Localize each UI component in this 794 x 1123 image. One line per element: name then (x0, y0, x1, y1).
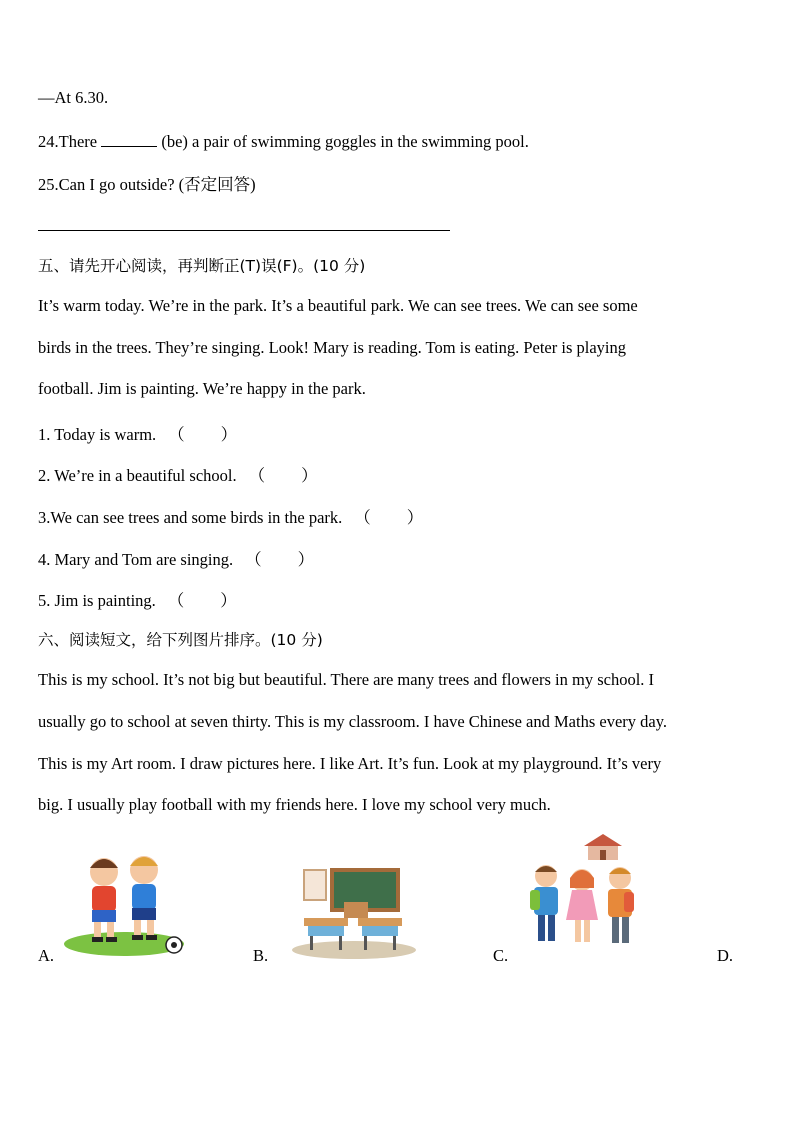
option-label-a: A. (38, 946, 55, 965)
judge-item (38, 587, 237, 611)
judge-item-text: 1. Today is warm. (38, 425, 157, 444)
judge-item-text: 3.We can see trees and some birds in the park. (38, 508, 343, 527)
answer-line[interactable] (38, 230, 450, 231)
question-25 (38, 171, 256, 195)
option-label-b: B. (253, 946, 269, 965)
question-text-after: (be) a pair of swimming goggles in the swimming pool. (161, 132, 529, 151)
question-text: Can I go outside? (否定回答) (58, 175, 256, 194)
question-number: 25. (38, 175, 59, 194)
classroom-picture (290, 866, 418, 960)
section5-passage-line: It’s warm today. We’re in the park. It’s a beautiful park. We can see trees. We can see some (38, 296, 638, 315)
section6-heading: 六、阅读短文，给下列图片排序。(10 分) (38, 631, 323, 649)
judge-item (38, 462, 318, 486)
section6-passage-line: This is my Art room. I draw pictures here. I like Art. It’s fun. Look at my playground. It’s very (38, 754, 662, 773)
question-number: 24. (38, 132, 59, 151)
judge-item-text: 5. Jim is painting. (38, 591, 156, 610)
section5-passage-line: birds in the trees. They’re singing. Look! Mary is reading. Tom is eating. Peter is playing (38, 338, 626, 357)
answer-parentheses[interactable]: （ ） (168, 425, 238, 444)
judge-item-text: 2. We’re in a beautiful school. (38, 466, 237, 485)
section5-heading: 五、请先开心阅读，再判断正(T)误(F)。(10 分) (38, 257, 366, 275)
answer-parentheses[interactable]: （ ） (248, 466, 318, 485)
q23-answer: —At 6.30. (38, 88, 109, 107)
answer-parentheses[interactable]: （ ） (167, 591, 237, 610)
answer-blank[interactable] (101, 130, 157, 147)
option-label-d: D. (717, 946, 734, 965)
judge-item (38, 504, 423, 528)
answer-parentheses[interactable]: （ ） (354, 508, 424, 527)
walking-to-school-picture (524, 834, 644, 956)
section6-passage-line: big. I usually play football with my friends here. I love my school very much. (38, 795, 551, 814)
question-24 (38, 130, 529, 152)
football-picture (60, 848, 188, 960)
section5-passage-line: football. Jim is painting. We’re happy in the park. (38, 379, 366, 398)
section6-passage-line: This is my school. It’s not big but beautiful. There are many trees and flowers in my school. I (38, 670, 655, 689)
section6-passage-line: usually go to school at seven thirty. This is my classroom. I have Chinese and Maths every day. (38, 712, 668, 731)
question-text-before: There (58, 132, 98, 151)
judge-item-text: 4. Mary and Tom are singing. (38, 550, 234, 569)
answer-parentheses[interactable]: （ ） (245, 550, 315, 569)
judge-item (38, 421, 237, 445)
judge-item (38, 546, 314, 570)
option-label-c: C. (493, 946, 509, 965)
